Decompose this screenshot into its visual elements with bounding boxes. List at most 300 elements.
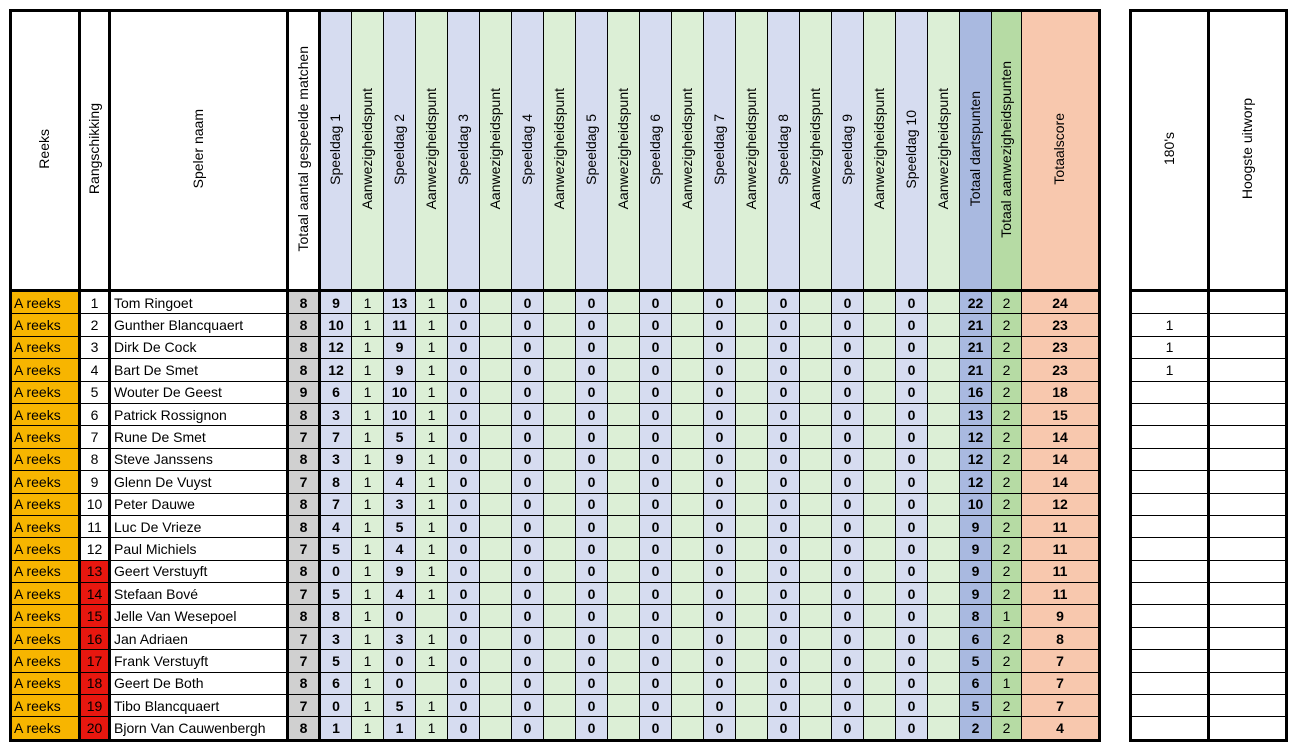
aanwezigheid-8-cell[interactable] bbox=[800, 672, 832, 694]
speeldag-9-cell[interactable]: 0 bbox=[832, 515, 864, 537]
aanwezigheid-10-cell[interactable] bbox=[928, 627, 960, 649]
rank-cell[interactable]: 13 bbox=[80, 560, 110, 582]
col-header-aanwezigheidspunt-1[interactable]: Aanwezigheidspunt bbox=[352, 11, 384, 291]
total-aanwezigheid-cell[interactable]: 1 bbox=[992, 672, 1022, 694]
aanwezigheid-5-cell[interactable] bbox=[608, 627, 640, 649]
speeldag-7-cell[interactable]: 0 bbox=[704, 650, 736, 672]
speeldag-3-cell[interactable]: 0 bbox=[448, 650, 480, 672]
count-180s-cell[interactable] bbox=[1131, 448, 1209, 470]
aanwezigheid-2-cell[interactable]: 1 bbox=[416, 448, 448, 470]
speeldag-1-cell[interactable]: 4 bbox=[320, 515, 352, 537]
speeldag-10-cell[interactable]: 0 bbox=[896, 560, 928, 582]
count-180s-cell[interactable] bbox=[1131, 560, 1209, 582]
speeldag-4-cell[interactable]: 0 bbox=[512, 538, 544, 560]
aanwezigheid-4-cell[interactable] bbox=[544, 650, 576, 672]
total-darts-cell[interactable]: 9 bbox=[960, 560, 992, 582]
total-aanwezigheid-cell[interactable]: 2 bbox=[992, 493, 1022, 515]
speeldag-1-cell[interactable]: 8 bbox=[320, 471, 352, 493]
speeldag-2-cell[interactable]: 11 bbox=[384, 314, 416, 336]
speeldag-3-cell[interactable]: 0 bbox=[448, 471, 480, 493]
hoogste-uitworp-cell[interactable] bbox=[1209, 538, 1287, 560]
rank-cell[interactable]: 8 bbox=[80, 448, 110, 470]
speeldag-3-cell[interactable]: 0 bbox=[448, 515, 480, 537]
speeldag-1-cell[interactable]: 8 bbox=[320, 605, 352, 627]
aanwezigheid-1-cell[interactable]: 1 bbox=[352, 717, 384, 740]
aanwezigheid-2-cell[interactable]: 1 bbox=[416, 650, 448, 672]
count-180s-cell[interactable] bbox=[1131, 403, 1209, 425]
total-aanwezigheid-cell[interactable]: 2 bbox=[992, 627, 1022, 649]
count-180s-cell[interactable] bbox=[1131, 627, 1209, 649]
reeks-cell[interactable]: A reeks bbox=[11, 381, 80, 403]
aanwezigheid-5-cell[interactable] bbox=[608, 359, 640, 381]
rank-cell[interactable]: 2 bbox=[80, 314, 110, 336]
aanwezigheid-3-cell[interactable] bbox=[480, 538, 512, 560]
speeldag-5-cell[interactable]: 0 bbox=[576, 560, 608, 582]
aanwezigheid-4-cell[interactable] bbox=[544, 515, 576, 537]
aanwezigheid-1-cell[interactable]: 1 bbox=[352, 627, 384, 649]
reeks-cell[interactable]: A reeks bbox=[11, 471, 80, 493]
col-header-totaal-dartspunten[interactable]: Totaal dartspunten bbox=[960, 11, 992, 291]
speeldag-9-cell[interactable]: 0 bbox=[832, 560, 864, 582]
rank-cell[interactable]: 4 bbox=[80, 359, 110, 381]
aanwezigheid-6-cell[interactable] bbox=[672, 695, 704, 717]
aanwezigheid-4-cell[interactable] bbox=[544, 359, 576, 381]
aanwezigheid-2-cell[interactable]: 1 bbox=[416, 627, 448, 649]
player-name-cell[interactable]: Luc De Vrieze bbox=[110, 515, 288, 537]
aanwezigheid-2-cell[interactable] bbox=[416, 605, 448, 627]
speeldag-8-cell[interactable]: 0 bbox=[768, 403, 800, 425]
speeldag-5-cell[interactable]: 0 bbox=[576, 538, 608, 560]
aanwezigheid-4-cell[interactable] bbox=[544, 717, 576, 740]
col-header-speler-naam[interactable]: Speler naam bbox=[110, 11, 288, 291]
aanwezigheid-4-cell[interactable] bbox=[544, 448, 576, 470]
aanwezigheid-4-cell[interactable] bbox=[544, 672, 576, 694]
hoogste-uitworp-cell[interactable] bbox=[1209, 672, 1287, 694]
total-darts-cell[interactable]: 9 bbox=[960, 583, 992, 605]
aanwezigheid-8-cell[interactable] bbox=[800, 448, 832, 470]
aanwezigheid-4-cell[interactable] bbox=[544, 695, 576, 717]
speeldag-10-cell[interactable]: 0 bbox=[896, 627, 928, 649]
rank-cell[interactable]: 14 bbox=[80, 583, 110, 605]
aanwezigheid-7-cell[interactable] bbox=[736, 336, 768, 358]
aanwezigheid-1-cell[interactable]: 1 bbox=[352, 336, 384, 358]
aanwezigheid-6-cell[interactable] bbox=[672, 538, 704, 560]
aanwezigheid-1-cell[interactable]: 1 bbox=[352, 426, 384, 448]
aanwezigheid-6-cell[interactable] bbox=[672, 515, 704, 537]
speeldag-1-cell[interactable]: 12 bbox=[320, 359, 352, 381]
speeldag-4-cell[interactable]: 0 bbox=[512, 426, 544, 448]
speeldag-8-cell[interactable]: 0 bbox=[768, 515, 800, 537]
aanwezigheid-5-cell[interactable] bbox=[608, 426, 640, 448]
speeldag-3-cell[interactable]: 0 bbox=[448, 627, 480, 649]
col-header-aanwezigheidspunt-3[interactable]: Aanwezigheidspunt bbox=[480, 11, 512, 291]
speeldag-2-cell[interactable]: 5 bbox=[384, 426, 416, 448]
aanwezigheid-2-cell[interactable]: 1 bbox=[416, 538, 448, 560]
speeldag-5-cell[interactable]: 0 bbox=[576, 314, 608, 336]
total-aanwezigheid-cell[interactable]: 2 bbox=[992, 291, 1022, 314]
speeldag-7-cell[interactable]: 0 bbox=[704, 336, 736, 358]
total-darts-cell[interactable]: 5 bbox=[960, 650, 992, 672]
totaalscore-cell[interactable]: 8 bbox=[1022, 627, 1100, 649]
rank-cell[interactable]: 5 bbox=[80, 381, 110, 403]
total-aanwezigheid-cell[interactable]: 2 bbox=[992, 583, 1022, 605]
aanwezigheid-9-cell[interactable] bbox=[864, 650, 896, 672]
totaalscore-cell[interactable]: 11 bbox=[1022, 538, 1100, 560]
aanwezigheid-1-cell[interactable]: 1 bbox=[352, 605, 384, 627]
aanwezigheid-5-cell[interactable] bbox=[608, 448, 640, 470]
speeldag-9-cell[interactable]: 0 bbox=[832, 605, 864, 627]
total-aanwezigheid-cell[interactable]: 2 bbox=[992, 426, 1022, 448]
aanwezigheid-2-cell[interactable]: 1 bbox=[416, 493, 448, 515]
speeldag-6-cell[interactable]: 0 bbox=[640, 538, 672, 560]
speeldag-6-cell[interactable]: 0 bbox=[640, 695, 672, 717]
reeks-cell[interactable]: A reeks bbox=[11, 538, 80, 560]
speeldag-10-cell[interactable]: 0 bbox=[896, 583, 928, 605]
col-header-hoogste-uitworp[interactable]: Hoogste uitworp bbox=[1209, 11, 1287, 291]
rank-cell[interactable]: 7 bbox=[80, 426, 110, 448]
speeldag-5-cell[interactable]: 0 bbox=[576, 627, 608, 649]
aanwezigheid-8-cell[interactable] bbox=[800, 359, 832, 381]
col-header-totaalscore[interactable]: Totaalscore bbox=[1022, 11, 1100, 291]
speeldag-10-cell[interactable]: 0 bbox=[896, 448, 928, 470]
speeldag-3-cell[interactable]: 0 bbox=[448, 381, 480, 403]
aanwezigheid-3-cell[interactable] bbox=[480, 695, 512, 717]
aanwezigheid-6-cell[interactable] bbox=[672, 650, 704, 672]
rank-cell[interactable]: 16 bbox=[80, 627, 110, 649]
aanwezigheid-3-cell[interactable] bbox=[480, 403, 512, 425]
count-180s-cell[interactable] bbox=[1131, 515, 1209, 537]
rank-cell[interactable]: 12 bbox=[80, 538, 110, 560]
player-name-cell[interactable]: Geert Verstuyft bbox=[110, 560, 288, 582]
col-header-aanwezigheidspunt-6[interactable]: Aanwezigheidspunt bbox=[672, 11, 704, 291]
matches-cell[interactable]: 7 bbox=[288, 650, 320, 672]
speeldag-3-cell[interactable]: 0 bbox=[448, 583, 480, 605]
speeldag-8-cell[interactable]: 0 bbox=[768, 538, 800, 560]
player-name-cell[interactable]: Bart De Smet bbox=[110, 359, 288, 381]
speeldag-2-cell[interactable]: 10 bbox=[384, 403, 416, 425]
speeldag-4-cell[interactable]: 0 bbox=[512, 359, 544, 381]
col-header-speeldag-8[interactable]: Speeldag 8 bbox=[768, 11, 800, 291]
speeldag-10-cell[interactable]: 0 bbox=[896, 493, 928, 515]
speeldag-10-cell[interactable]: 0 bbox=[896, 515, 928, 537]
aanwezigheid-7-cell[interactable] bbox=[736, 560, 768, 582]
speeldag-3-cell[interactable]: 0 bbox=[448, 426, 480, 448]
speeldag-9-cell[interactable]: 0 bbox=[832, 291, 864, 314]
aanwezigheid-2-cell[interactable]: 1 bbox=[416, 583, 448, 605]
aanwezigheid-6-cell[interactable] bbox=[672, 314, 704, 336]
speeldag-1-cell[interactable]: 9 bbox=[320, 291, 352, 314]
aanwezigheid-6-cell[interactable] bbox=[672, 583, 704, 605]
speeldag-5-cell[interactable]: 0 bbox=[576, 336, 608, 358]
totaalscore-cell[interactable]: 7 bbox=[1022, 650, 1100, 672]
total-aanwezigheid-cell[interactable]: 2 bbox=[992, 359, 1022, 381]
speeldag-2-cell[interactable]: 5 bbox=[384, 695, 416, 717]
aanwezigheid-6-cell[interactable] bbox=[672, 381, 704, 403]
total-darts-cell[interactable]: 21 bbox=[960, 359, 992, 381]
aanwezigheid-10-cell[interactable] bbox=[928, 426, 960, 448]
speeldag-8-cell[interactable]: 0 bbox=[768, 314, 800, 336]
aanwezigheid-10-cell[interactable] bbox=[928, 336, 960, 358]
aanwezigheid-3-cell[interactable] bbox=[480, 359, 512, 381]
speeldag-10-cell[interactable]: 0 bbox=[896, 381, 928, 403]
hoogste-uitworp-cell[interactable] bbox=[1209, 336, 1287, 358]
aanwezigheid-10-cell[interactable] bbox=[928, 493, 960, 515]
player-name-cell[interactable]: Wouter De Geest bbox=[110, 381, 288, 403]
speeldag-4-cell[interactable]: 0 bbox=[512, 403, 544, 425]
hoogste-uitworp-cell[interactable] bbox=[1209, 381, 1287, 403]
speeldag-2-cell[interactable]: 4 bbox=[384, 538, 416, 560]
speeldag-4-cell[interactable]: 0 bbox=[512, 695, 544, 717]
aanwezigheid-1-cell[interactable]: 1 bbox=[352, 583, 384, 605]
aanwezigheid-6-cell[interactable] bbox=[672, 471, 704, 493]
reeks-cell[interactable]: A reeks bbox=[11, 605, 80, 627]
aanwezigheid-3-cell[interactable] bbox=[480, 650, 512, 672]
aanwezigheid-10-cell[interactable] bbox=[928, 538, 960, 560]
speeldag-2-cell[interactable]: 4 bbox=[384, 583, 416, 605]
reeks-cell[interactable]: A reeks bbox=[11, 583, 80, 605]
hoogste-uitworp-cell[interactable] bbox=[1209, 605, 1287, 627]
speeldag-7-cell[interactable]: 0 bbox=[704, 426, 736, 448]
count-180s-cell[interactable] bbox=[1131, 381, 1209, 403]
aanwezigheid-4-cell[interactable] bbox=[544, 381, 576, 403]
speeldag-8-cell[interactable]: 0 bbox=[768, 672, 800, 694]
total-darts-cell[interactable]: 12 bbox=[960, 426, 992, 448]
speeldag-1-cell[interactable]: 3 bbox=[320, 403, 352, 425]
rank-cell[interactable]: 11 bbox=[80, 515, 110, 537]
count-180s-cell[interactable]: 1 bbox=[1131, 336, 1209, 358]
aanwezigheid-8-cell[interactable] bbox=[800, 314, 832, 336]
aanwezigheid-1-cell[interactable]: 1 bbox=[352, 695, 384, 717]
count-180s-cell[interactable] bbox=[1131, 650, 1209, 672]
reeks-cell[interactable]: A reeks bbox=[11, 515, 80, 537]
speeldag-4-cell[interactable]: 0 bbox=[512, 515, 544, 537]
speeldag-10-cell[interactable]: 0 bbox=[896, 359, 928, 381]
aanwezigheid-7-cell[interactable] bbox=[736, 627, 768, 649]
aanwezigheid-3-cell[interactable] bbox=[480, 627, 512, 649]
speeldag-3-cell[interactable]: 0 bbox=[448, 672, 480, 694]
aanwezigheid-10-cell[interactable] bbox=[928, 672, 960, 694]
aanwezigheid-3-cell[interactable] bbox=[480, 381, 512, 403]
aanwezigheid-7-cell[interactable] bbox=[736, 605, 768, 627]
aanwezigheid-7-cell[interactable] bbox=[736, 515, 768, 537]
speeldag-2-cell[interactable]: 1 bbox=[384, 717, 416, 740]
col-header-reeks[interactable]: Reeks bbox=[11, 11, 80, 291]
aanwezigheid-5-cell[interactable] bbox=[608, 650, 640, 672]
speeldag-9-cell[interactable]: 0 bbox=[832, 650, 864, 672]
total-darts-cell[interactable]: 21 bbox=[960, 314, 992, 336]
aanwezigheid-3-cell[interactable] bbox=[480, 515, 512, 537]
total-darts-cell[interactable]: 10 bbox=[960, 493, 992, 515]
hoogste-uitworp-cell[interactable] bbox=[1209, 471, 1287, 493]
matches-cell[interactable]: 8 bbox=[288, 515, 320, 537]
player-name-cell[interactable]: Glenn De Vuyst bbox=[110, 471, 288, 493]
speeldag-4-cell[interactable]: 0 bbox=[512, 381, 544, 403]
aanwezigheid-5-cell[interactable] bbox=[608, 314, 640, 336]
speeldag-7-cell[interactable]: 0 bbox=[704, 381, 736, 403]
speeldag-7-cell[interactable]: 0 bbox=[704, 515, 736, 537]
aanwezigheid-8-cell[interactable] bbox=[800, 605, 832, 627]
rank-cell[interactable]: 19 bbox=[80, 695, 110, 717]
aanwezigheid-4-cell[interactable] bbox=[544, 605, 576, 627]
aanwezigheid-4-cell[interactable] bbox=[544, 538, 576, 560]
speeldag-6-cell[interactable]: 0 bbox=[640, 605, 672, 627]
col-header-aanwezigheidspunt-7[interactable]: Aanwezigheidspunt bbox=[736, 11, 768, 291]
speeldag-5-cell[interactable]: 0 bbox=[576, 291, 608, 314]
aanwezigheid-7-cell[interactable] bbox=[736, 471, 768, 493]
col-header-speeldag-9[interactable]: Speeldag 9 bbox=[832, 11, 864, 291]
aanwezigheid-4-cell[interactable] bbox=[544, 493, 576, 515]
matches-cell[interactable]: 8 bbox=[288, 493, 320, 515]
count-180s-cell[interactable] bbox=[1131, 471, 1209, 493]
hoogste-uitworp-cell[interactable] bbox=[1209, 359, 1287, 381]
aanwezigheid-5-cell[interactable] bbox=[608, 515, 640, 537]
total-darts-cell[interactable]: 22 bbox=[960, 291, 992, 314]
speeldag-7-cell[interactable]: 0 bbox=[704, 493, 736, 515]
aanwezigheid-2-cell[interactable]: 1 bbox=[416, 717, 448, 740]
total-aanwezigheid-cell[interactable]: 2 bbox=[992, 471, 1022, 493]
speeldag-6-cell[interactable]: 0 bbox=[640, 403, 672, 425]
speeldag-6-cell[interactable]: 0 bbox=[640, 493, 672, 515]
aanwezigheid-6-cell[interactable] bbox=[672, 627, 704, 649]
aanwezigheid-5-cell[interactable] bbox=[608, 560, 640, 582]
aanwezigheid-9-cell[interactable] bbox=[864, 717, 896, 740]
aanwezigheid-9-cell[interactable] bbox=[864, 291, 896, 314]
reeks-cell[interactable]: A reeks bbox=[11, 650, 80, 672]
player-name-cell[interactable]: Stefaan Bové bbox=[110, 583, 288, 605]
speeldag-4-cell[interactable]: 0 bbox=[512, 471, 544, 493]
speeldag-6-cell[interactable]: 0 bbox=[640, 627, 672, 649]
hoogste-uitworp-cell[interactable] bbox=[1209, 583, 1287, 605]
hoogste-uitworp-cell[interactable] bbox=[1209, 627, 1287, 649]
reeks-cell[interactable]: A reeks bbox=[11, 717, 80, 740]
matches-cell[interactable]: 8 bbox=[288, 448, 320, 470]
matches-cell[interactable]: 8 bbox=[288, 672, 320, 694]
total-aanwezigheid-cell[interactable]: 2 bbox=[992, 695, 1022, 717]
speeldag-8-cell[interactable]: 0 bbox=[768, 717, 800, 740]
matches-cell[interactable]: 8 bbox=[288, 291, 320, 314]
total-darts-cell[interactable]: 12 bbox=[960, 471, 992, 493]
aanwezigheid-8-cell[interactable] bbox=[800, 336, 832, 358]
speeldag-7-cell[interactable]: 0 bbox=[704, 403, 736, 425]
hoogste-uitworp-cell[interactable] bbox=[1209, 515, 1287, 537]
reeks-cell[interactable]: A reeks bbox=[11, 448, 80, 470]
aanwezigheid-8-cell[interactable] bbox=[800, 426, 832, 448]
aanwezigheid-8-cell[interactable] bbox=[800, 538, 832, 560]
speeldag-10-cell[interactable]: 0 bbox=[896, 291, 928, 314]
totaalscore-cell[interactable]: 4 bbox=[1022, 717, 1100, 740]
totaalscore-cell[interactable]: 18 bbox=[1022, 381, 1100, 403]
aanwezigheid-10-cell[interactable] bbox=[928, 695, 960, 717]
totaalscore-cell[interactable]: 12 bbox=[1022, 493, 1100, 515]
speeldag-1-cell[interactable]: 5 bbox=[320, 650, 352, 672]
aanwezigheid-1-cell[interactable]: 1 bbox=[352, 291, 384, 314]
speeldag-9-cell[interactable]: 0 bbox=[832, 471, 864, 493]
player-name-cell[interactable]: Tom Ringoet bbox=[110, 291, 288, 314]
col-header-speeldag-5[interactable]: Speeldag 5 bbox=[576, 11, 608, 291]
total-aanwezigheid-cell[interactable]: 2 bbox=[992, 314, 1022, 336]
speeldag-7-cell[interactable]: 0 bbox=[704, 359, 736, 381]
speeldag-6-cell[interactable]: 0 bbox=[640, 583, 672, 605]
speeldag-2-cell[interactable]: 4 bbox=[384, 471, 416, 493]
col-header-aanwezigheidspunt-10[interactable]: Aanwezigheidspunt bbox=[928, 11, 960, 291]
col-header-aanwezigheidspunt-9[interactable]: Aanwezigheidspunt bbox=[864, 11, 896, 291]
speeldag-2-cell[interactable]: 9 bbox=[384, 336, 416, 358]
speeldag-6-cell[interactable]: 0 bbox=[640, 650, 672, 672]
count-180s-cell[interactable] bbox=[1131, 672, 1209, 694]
aanwezigheid-6-cell[interactable] bbox=[672, 493, 704, 515]
aanwezigheid-1-cell[interactable]: 1 bbox=[352, 314, 384, 336]
total-darts-cell[interactable]: 21 bbox=[960, 336, 992, 358]
player-name-cell[interactable]: Gunther Blancquaert bbox=[110, 314, 288, 336]
col-header-speeldag-6[interactable]: Speeldag 6 bbox=[640, 11, 672, 291]
count-180s-cell[interactable] bbox=[1131, 291, 1209, 314]
player-name-cell[interactable]: Bjorn Van Cauwenbergh bbox=[110, 717, 288, 740]
aanwezigheid-8-cell[interactable] bbox=[800, 471, 832, 493]
col-header-aanwezigheidspunt-5[interactable]: Aanwezigheidspunt bbox=[608, 11, 640, 291]
speeldag-3-cell[interactable]: 0 bbox=[448, 359, 480, 381]
aanwezigheid-9-cell[interactable] bbox=[864, 515, 896, 537]
aanwezigheid-8-cell[interactable] bbox=[800, 403, 832, 425]
hoogste-uitworp-cell[interactable] bbox=[1209, 650, 1287, 672]
speeldag-7-cell[interactable]: 0 bbox=[704, 291, 736, 314]
matches-cell[interactable]: 8 bbox=[288, 560, 320, 582]
speeldag-7-cell[interactable]: 0 bbox=[704, 471, 736, 493]
col-header-totaal-aanwezigheidspunten[interactable]: Totaal aanwezigheidspunten bbox=[992, 11, 1022, 291]
speeldag-8-cell[interactable]: 0 bbox=[768, 695, 800, 717]
speeldag-9-cell[interactable]: 0 bbox=[832, 672, 864, 694]
aanwezigheid-3-cell[interactable] bbox=[480, 336, 512, 358]
aanwezigheid-2-cell[interactable]: 1 bbox=[416, 426, 448, 448]
total-darts-cell[interactable]: 12 bbox=[960, 448, 992, 470]
speeldag-5-cell[interactable]: 0 bbox=[576, 717, 608, 740]
speeldag-4-cell[interactable]: 0 bbox=[512, 314, 544, 336]
aanwezigheid-5-cell[interactable] bbox=[608, 538, 640, 560]
speeldag-6-cell[interactable]: 0 bbox=[640, 291, 672, 314]
aanwezigheid-2-cell[interactable]: 1 bbox=[416, 359, 448, 381]
count-180s-cell[interactable] bbox=[1131, 426, 1209, 448]
speeldag-5-cell[interactable]: 0 bbox=[576, 605, 608, 627]
aanwezigheid-2-cell[interactable]: 1 bbox=[416, 695, 448, 717]
speeldag-5-cell[interactable]: 0 bbox=[576, 426, 608, 448]
speeldag-5-cell[interactable]: 0 bbox=[576, 403, 608, 425]
speeldag-2-cell[interactable]: 3 bbox=[384, 627, 416, 649]
speeldag-7-cell[interactable]: 0 bbox=[704, 672, 736, 694]
speeldag-1-cell[interactable]: 5 bbox=[320, 583, 352, 605]
aanwezigheid-10-cell[interactable] bbox=[928, 291, 960, 314]
speeldag-1-cell[interactable]: 6 bbox=[320, 381, 352, 403]
aanwezigheid-10-cell[interactable] bbox=[928, 605, 960, 627]
aanwezigheid-2-cell[interactable] bbox=[416, 672, 448, 694]
aanwezigheid-9-cell[interactable] bbox=[864, 336, 896, 358]
player-name-cell[interactable]: Peter Dauwe bbox=[110, 493, 288, 515]
speeldag-8-cell[interactable]: 0 bbox=[768, 448, 800, 470]
speeldag-4-cell[interactable]: 0 bbox=[512, 560, 544, 582]
speeldag-2-cell[interactable]: 13 bbox=[384, 291, 416, 314]
hoogste-uitworp-cell[interactable] bbox=[1209, 426, 1287, 448]
aanwezigheid-9-cell[interactable] bbox=[864, 448, 896, 470]
aanwezigheid-2-cell[interactable]: 1 bbox=[416, 471, 448, 493]
player-name-cell[interactable]: Patrick Rossignon bbox=[110, 403, 288, 425]
reeks-cell[interactable]: A reeks bbox=[11, 291, 80, 314]
speeldag-4-cell[interactable]: 0 bbox=[512, 672, 544, 694]
hoogste-uitworp-cell[interactable] bbox=[1209, 314, 1287, 336]
speeldag-7-cell[interactable]: 0 bbox=[704, 448, 736, 470]
aanwezigheid-3-cell[interactable] bbox=[480, 291, 512, 314]
total-aanwezigheid-cell[interactable]: 2 bbox=[992, 515, 1022, 537]
col-header-speeldag-10[interactable]: Speeldag 10 bbox=[896, 11, 928, 291]
col-header-speeldag-7[interactable]: Speeldag 7 bbox=[704, 11, 736, 291]
speeldag-10-cell[interactable]: 0 bbox=[896, 717, 928, 740]
